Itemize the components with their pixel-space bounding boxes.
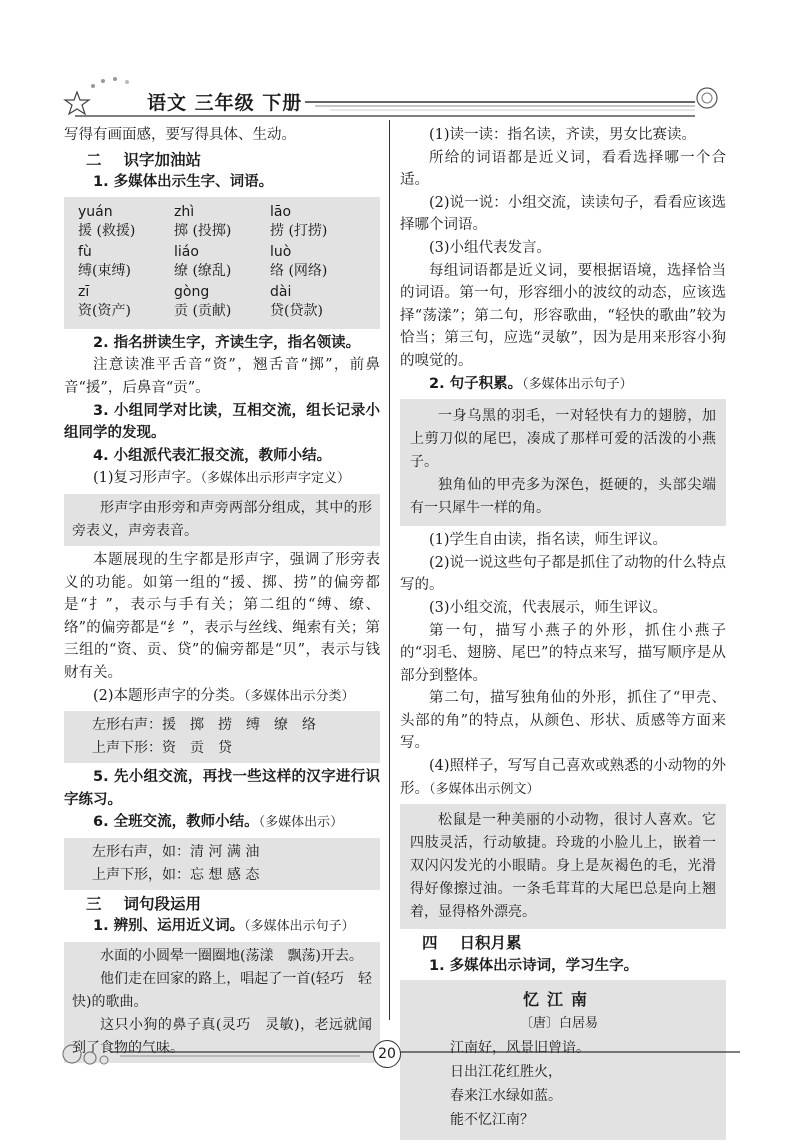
substep: (2)说一说这些句子都是抓住了动物的什么特点写的。 xyxy=(400,554,726,594)
page-header xyxy=(55,70,735,120)
pinyin: lāo xyxy=(270,203,292,220)
step: 2. 指名拼读生字，齐读生字，指名领读。 xyxy=(93,334,361,351)
poem-line: 江南好，风景旧曾谙。 xyxy=(450,1040,590,1057)
section-2-heading xyxy=(86,149,380,172)
char-word: 络 (网络) xyxy=(270,262,328,279)
pinyin: gòng xyxy=(174,283,210,300)
substep: (3)小组代表发言。 xyxy=(429,239,552,256)
char-word: 缚(束缚) xyxy=(78,262,131,279)
left-column xyxy=(64,124,380,1066)
pinyin: luò xyxy=(270,243,292,260)
poem-line: 能不忆江南？ xyxy=(450,1112,534,1129)
note-text: 注意读准平舌音“资”，翘舌音“掷”，前鼻音“援”，后鼻音“贡”。 xyxy=(64,357,380,396)
step: 1. 多媒体出示诗词，学习生字。 xyxy=(429,957,639,974)
definition-box: 形声字由形旁和声旁两部分组成，其中的形旁表义，声旁表音。 xyxy=(64,494,380,546)
substep: (1)复习形声字。（多媒体出示形声字定义） xyxy=(93,470,351,487)
substep: (4)照样子，写写自己喜欢或熟悉的小动物的外形。（多媒体出示例文） xyxy=(400,758,726,797)
step: 2. 句子积累。（多媒体出示句子） xyxy=(429,375,633,392)
note-text: 所给的词语都是近义词，看看选择哪一个合适。 xyxy=(400,149,726,189)
right-column xyxy=(400,124,726,1143)
substep: (2)本题形声字的分类。（多媒体出示分类） xyxy=(93,687,355,704)
step: 6. 全班交流，教师小结。（多媒体出示） xyxy=(93,814,344,831)
poem-title: 忆江南 xyxy=(522,990,595,1010)
step: 1. 辨别、运用近义词。（多媒体出示句子） xyxy=(93,918,355,935)
poem-author: 〔唐〕白居易 xyxy=(519,1016,598,1032)
substep: (3)小组交流，代表展示，师生评议。 xyxy=(429,599,668,616)
section-3-heading: 三 词句段运用 xyxy=(86,894,202,913)
classification-box: 左形右声：援 掷 捞 缚 缭 络 上声下形：资 贡 贷 xyxy=(64,711,380,763)
char-word: 缭 (缭乱) xyxy=(174,262,232,279)
poem-line: 春来江水绿如蓝。 xyxy=(450,1088,562,1105)
intro-text: 写得有画面感，要写得具体、生动。 xyxy=(64,127,296,143)
example-paragraph-box: 松鼠是一种美丽的小动物，很讨人喜欢。它四肢灵活，行动敏捷。玲珑的小脸儿上，嵌着一双闪闪发光的小眼睛。身上是灰褐色的毛，光滑得好像擦过油。一条毛茸茸的大尾巴总是向上翘着，显得格外漂亮。 xyxy=(400,804,726,929)
substep: (1)读一读：指名读，齐读，男女比赛读。 xyxy=(429,127,697,143)
char-word: 贡 (贡献) xyxy=(174,302,232,319)
step: 3. 小组同学对比读，互相交流，组长记录小组同学的发现。 xyxy=(64,402,380,442)
step: 1. 多媒体出示生字、词语。 xyxy=(93,174,274,191)
page-number: 20 xyxy=(373,1040,401,1068)
section-title: 识字加油站 xyxy=(123,150,202,169)
explanation-text: 每组词语都是近义词，要根据语境，选择恰当的词语。第一句，形容细小的波纹的动态，应该选择“荡漾”；第二句，形容歌曲，“轻快的歌曲”较为恰当；第三句，应选“灵敏”，因为是用来形容小狗的嗅觉的。 xyxy=(400,262,726,369)
synonym-box: 水面的小圆晕一圈圈地(荡漾 飘荡)开去。 他们走在回家的路上，唱起了一首(轻巧 轻快)的歌曲。 这只小狗的鼻子真(灵巧 灵敏)，老远就闻到了食物的气味。 xyxy=(64,942,380,1063)
char-word: 贷(贷款) xyxy=(270,302,323,319)
char-word: 捞 (打捞) xyxy=(270,222,328,239)
step: 5. 先小组交流，再找一些这样的汉字进行识字练习。 xyxy=(64,769,380,808)
char-word: 掷 (投掷) xyxy=(174,222,232,239)
pinyin: dài xyxy=(270,283,292,300)
pinyin: fù xyxy=(78,243,92,260)
substep: (1)学生自由读，指名读，师生评议。 xyxy=(429,532,668,549)
explanation-text: 第一句，描写小燕子的外形，抓住小燕子的“羽毛、翅膀、尾巴”的特点来写，描写顺序是从部分到整体。 xyxy=(400,622,726,684)
explanation-text: 第二句，描写独角仙的外形，抓住了“甲壳、头部的角”的特点，从颜色、形状、质感等方面来写。 xyxy=(400,690,726,752)
pinyin: liáo xyxy=(174,243,199,260)
example-box: 左形右声，如：清 河 满 油 上声下形，如：忘 想 感 态 xyxy=(64,838,380,890)
char-word: 援 (救援) xyxy=(78,222,136,239)
section-4-heading: 四 日积月累 xyxy=(422,934,522,953)
pinyin: yuán xyxy=(78,203,113,220)
chars-box xyxy=(64,197,380,329)
section-number: 二 xyxy=(86,150,102,169)
substep: (2)说一说：小组交流，读读句子，看看应该选择哪个词语。 xyxy=(400,194,726,234)
pinyin: zhì xyxy=(174,203,195,220)
page-footer xyxy=(60,1030,740,1080)
poem-line: 日出江花红胜火， xyxy=(450,1064,562,1081)
page-title: 语文 三年级 下册 xyxy=(147,92,303,114)
explanation-text: 本题展现的生字都是形声字，强调了形旁表义的功能。如第一组的“援、掷、捞”的偏旁都是“扌”，表示与手有关；第二组的“缚、缭、络”的偏旁都是“纟”，表示与丝线、绳索有关；第三组的“资、贡、贷”的偏旁都是“贝”，表示与钱财有关。 xyxy=(64,551,380,681)
column-divider xyxy=(389,120,390,1020)
step: 4. 小组派代表汇报交流，教师小结。 xyxy=(93,447,332,464)
char-word: 资(资产) xyxy=(78,302,131,319)
pinyin: zī xyxy=(78,283,90,300)
sentence-box: 一身乌黑的羽毛，一对轻快有力的翅膀，加上剪刀似的尾巴，凑成了那样可爱的活泼的小燕子。 独角仙的甲壳多为深色，挺硬的，头部尖端有一只犀牛一样的角。 xyxy=(400,399,726,526)
